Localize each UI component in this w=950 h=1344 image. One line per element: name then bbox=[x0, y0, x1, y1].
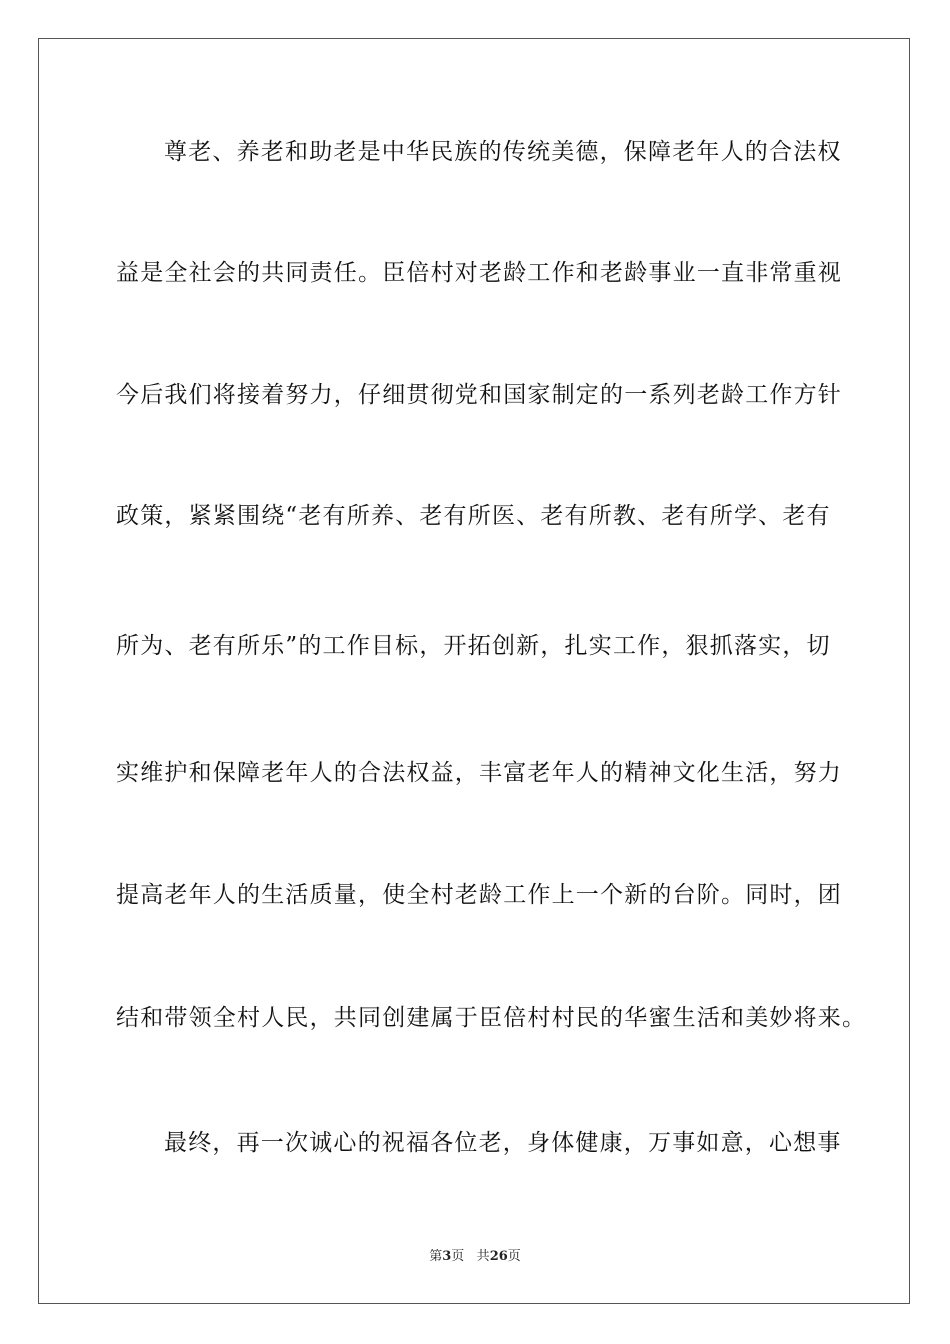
paragraph-line-6: 实维护和保障老年人的合法权益，丰富老年人的精神文化生活，努力 bbox=[116, 760, 842, 786]
paragraph-line-9: 最终，再一次诚心的祝福各位老，身体健康，万事如意，心想事 bbox=[164, 1130, 842, 1156]
paragraph-line-3: 今后我们将接着努力，仔细贯彻党和国家制定的一系列老龄工作方针 bbox=[116, 382, 842, 408]
paragraph-line-2: 益是全社会的共同责任。臣倍村对老龄工作和老龄事业一直非常重视 bbox=[116, 260, 842, 286]
page-number: 3 bbox=[442, 1249, 452, 1264]
page-prefix: 第 bbox=[429, 1249, 443, 1264]
paragraph-line-1: 尊老、养老和助老是中华民族的传统美德，保障老年人的合法权 bbox=[164, 139, 842, 165]
paragraph-line-8: 结和带领全村人民，共同创建属于臣倍村村民的华蜜生活和美妙将来。 bbox=[116, 1005, 867, 1031]
total-prefix: 共 bbox=[476, 1249, 490, 1264]
page-footer bbox=[0, 1248, 950, 1266]
page-suffix: 页 bbox=[451, 1249, 465, 1264]
paragraph-line-4: 政策，紧紧围绕“老有所养、老有所医、老有所教、老有所学、老有 bbox=[116, 503, 831, 529]
paragraph-line-7: 提高老年人的生活质量，使全村老龄工作上一个新的台阶。同时，团 bbox=[116, 882, 842, 908]
page-border bbox=[38, 38, 910, 1304]
total-pages: 26 bbox=[489, 1249, 508, 1264]
paragraph-line-5: 所为、老有所乐”的工作目标，开拓创新，扎实工作，狠抓落实，切 bbox=[116, 633, 831, 659]
total-suffix: 页 bbox=[507, 1249, 521, 1264]
